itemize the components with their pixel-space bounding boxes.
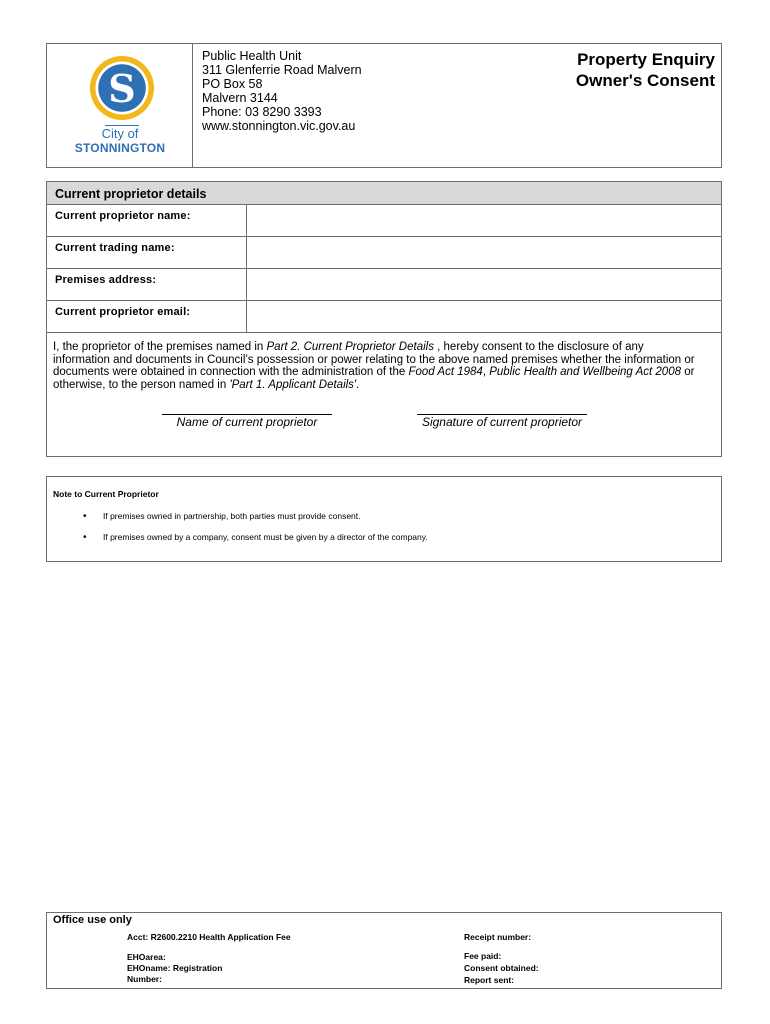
logo-city-of: City of bbox=[101, 126, 139, 141]
number-label: Number: bbox=[127, 974, 162, 984]
header-box bbox=[46, 43, 722, 168]
section-heading: Current proprietor details bbox=[47, 182, 721, 205]
field-label: Current trading name: bbox=[55, 242, 175, 254]
fee-paid-label: Fee paid: bbox=[464, 951, 502, 961]
address-line: Phone: 03 8290 3393 bbox=[202, 105, 322, 119]
bullet-icon: • bbox=[83, 511, 87, 522]
website-link[interactable]: www.stonnington.vic.gov.au bbox=[202, 119, 356, 133]
receipt-number-label: Receipt number: bbox=[464, 932, 532, 942]
office-fields-left bbox=[127, 952, 222, 985]
note-text: If premises owned by a company, consent must be given by a director of the company. bbox=[103, 532, 428, 542]
logo-city-name: STONNINGTON bbox=[74, 141, 166, 155]
account-code: Acct: R2600.2210 Health Application Fee bbox=[127, 932, 291, 942]
contact-address bbox=[202, 49, 362, 133]
name-signature-block[interactable] bbox=[157, 414, 337, 429]
report-sent-label: Report sent: bbox=[464, 975, 515, 985]
note-item bbox=[83, 532, 428, 543]
field-label: Current proprietor email: bbox=[55, 306, 191, 318]
city-logo-icon bbox=[90, 56, 154, 120]
trading-name-field[interactable] bbox=[246, 237, 721, 268]
trading-name-row bbox=[47, 237, 721, 269]
consent-statement bbox=[53, 341, 703, 391]
office-title: Office use only bbox=[53, 914, 132, 926]
address-line: Malvern 3144 bbox=[202, 91, 278, 105]
address-line: Public Health Unit bbox=[202, 49, 302, 63]
address-line: 311 Glenferrie Road Malvern bbox=[202, 63, 362, 77]
consent-text: , hereby consent to the disclosure of any information and documents in Council’s possession or power relating to the above named premises whether the information or documents were obtained in connection with the administration of the bbox=[53, 341, 695, 378]
field-label: Current proprietor name: bbox=[55, 210, 191, 222]
eho-area-label: EHOarea: bbox=[127, 952, 166, 962]
note-text: If premises owned in partnership, both parties must provide consent. bbox=[103, 511, 361, 521]
note-title: Note to Current Proprietor bbox=[53, 489, 159, 499]
office-use-section bbox=[46, 912, 722, 989]
proprietor-email-row bbox=[47, 301, 721, 333]
consent-reference: 'Part 1. Applicant Details' bbox=[229, 378, 357, 391]
form-title bbox=[576, 49, 715, 91]
bullet-icon: • bbox=[83, 532, 87, 543]
proprietor-name-row bbox=[47, 205, 721, 237]
logo-monogram: S bbox=[108, 65, 136, 111]
consent-text: , bbox=[482, 366, 490, 378]
consent-text: or otherwise, to the person named in bbox=[53, 366, 695, 391]
consent-reference: Public Health and Wellbeing Act 2008 bbox=[489, 366, 681, 378]
form-title-line1: Property Enquiry bbox=[577, 50, 715, 69]
note-section bbox=[46, 476, 722, 562]
consent-reference: Food Act 1984 bbox=[408, 366, 483, 378]
proprietor-details-section bbox=[46, 181, 722, 457]
form-title-line2: Owner's Consent bbox=[575, 71, 715, 90]
consent-text: . bbox=[356, 378, 360, 391]
field-label: Premises address: bbox=[55, 274, 157, 286]
proprietor-email-field[interactable] bbox=[246, 301, 721, 332]
logo-cell bbox=[47, 44, 193, 167]
signature-label: Signature of current proprietor bbox=[421, 415, 583, 429]
premises-address-row bbox=[47, 269, 721, 301]
office-fields-right bbox=[464, 950, 539, 986]
signature-block[interactable] bbox=[412, 414, 592, 429]
note-item bbox=[83, 511, 361, 522]
eho-name-label: EHOname: Registration bbox=[127, 963, 223, 973]
proprietor-name-field[interactable] bbox=[246, 205, 721, 236]
premises-address-field[interactable] bbox=[246, 269, 721, 300]
consent-obtained-label: Consent obtained: bbox=[464, 963, 539, 973]
address-line: PO Box 58 bbox=[202, 77, 263, 91]
consent-reference: Part 2. Current Proprietor Details bbox=[266, 341, 434, 353]
name-signature-label: Name of current proprietor bbox=[176, 415, 318, 429]
consent-text: I, the proprietor of the premises named in bbox=[53, 341, 267, 353]
